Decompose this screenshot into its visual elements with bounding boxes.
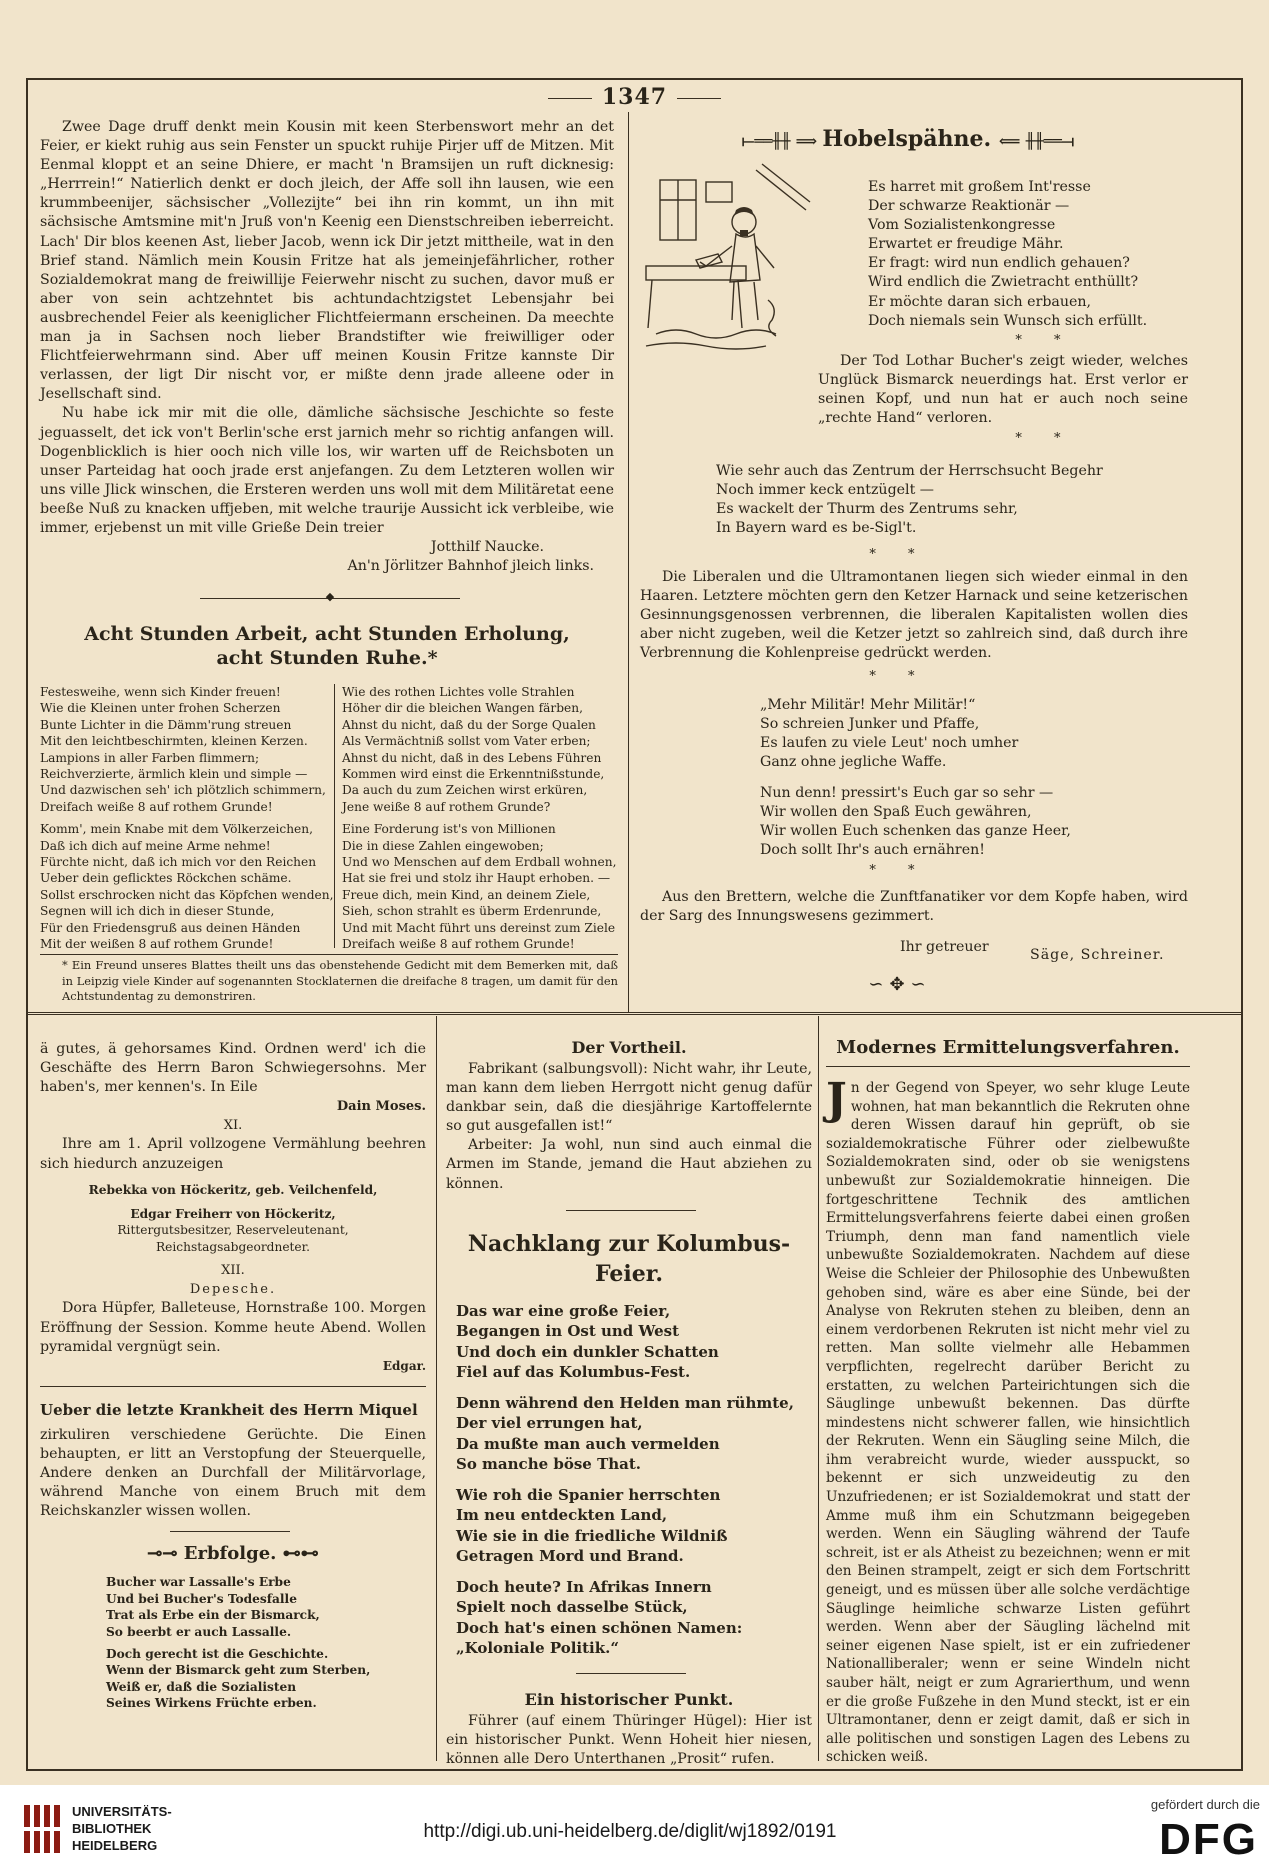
poem-line: Ganz ohne jegliche Waffe. xyxy=(760,754,947,771)
moses-signature: Dain Moses. xyxy=(336,1099,426,1115)
poem-line: Wir wollen den Spaß Euch gewähren, xyxy=(760,804,1032,821)
poem-line: Seines Wirkens Früchte erben. xyxy=(106,1696,317,1711)
divider xyxy=(40,1386,426,1387)
telegram-text: Dora Hüpfer, Balleteuse, Hornstraße 100. Morgen Eröffnung der Session. Komme heute Abend. Wollen pyramidal vergnügt sein. xyxy=(40,1300,426,1355)
poem-line: Die in diese Zahlen eingewoben; xyxy=(342,838,544,853)
poem-line: So manche böse That. xyxy=(456,1455,642,1474)
stars-separator: * * xyxy=(869,863,929,878)
library-name-line-3: HEIDELBERG xyxy=(72,1838,158,1853)
acht-stunden-title-1: Acht Stunden Arbeit, acht Stunden Erholung, xyxy=(84,623,570,645)
poem-line: Da auch du zum Zeichen wirst erküren, xyxy=(342,783,588,798)
divider xyxy=(576,1673,686,1674)
poem-line: Und wo Menschen auf dem Erdball wohnen, xyxy=(342,855,617,870)
erbfolge-stanza-1 xyxy=(40,1574,426,1640)
poem-line: „Koloniale Politik.“ xyxy=(456,1639,619,1658)
poem-line: „Mehr Militär! Mehr Militär!“ xyxy=(760,697,976,713)
poem-line: Es harret mit großem Int'resse xyxy=(868,179,1091,195)
poem-line: Nun denn! pressirt's Euch gar so sehr — xyxy=(760,785,1054,801)
library-name-line-2: BIBLIOTHEK xyxy=(72,1821,152,1836)
poem-line: Dreifach weiße 8 auf rothem Grunde! xyxy=(40,799,273,814)
miquel-text: zirkuliren verschiedene Gerüchte. Die Einen behaupten, er litt an Verstopfung der Steuerquelle, Andere denken an Durchfall der Militärvorlage, während Manche von einem Bruch mit dem Reichskanzler wissen wollen. xyxy=(40,1426,426,1520)
poem-line: Reichverzierte, ärmlich klein und simple — xyxy=(40,767,308,782)
erbfolge-heading: Erbfolge. xyxy=(183,1543,277,1565)
poem-line: Wenn der Bismarck geht zum Sterben, xyxy=(106,1663,371,1678)
drop-cap: J xyxy=(826,1074,847,1125)
poem-line: Ahnst du nicht, daß du der Sorge Qualen xyxy=(342,717,596,732)
page-number: 1347 xyxy=(520,84,749,110)
poem-line: Im neu entdeckten Land, xyxy=(456,1506,668,1525)
poem-line: Spielt noch dasselbe Stück, xyxy=(456,1598,688,1617)
section-divider xyxy=(28,1012,1241,1015)
poem-line: Freue dich, mein Kind, an deinem Ziele, xyxy=(342,887,591,902)
poem-line: Sieh, schon strahlt es überm Erdenrunde, xyxy=(342,904,602,919)
poem-line: Und bei Bucher's Todesfalle xyxy=(106,1591,297,1606)
divider xyxy=(566,1210,696,1211)
poem-line: So beerbt er auch Lassalle. xyxy=(106,1624,292,1639)
poem-line: Er möchte daran sich erbauen, xyxy=(868,293,1092,310)
brettern-paragraph: Aus den Brettern, welche die Zunftfanatiker vor dem Kopfe haben, wird der Sarg des Innungswesens gezimmert. xyxy=(640,889,1188,925)
kolumbus-stanza-2 xyxy=(446,1393,812,1475)
poem-line: Vom Sozialistenkongresse xyxy=(868,217,1056,234)
funding-note: gefördert durch die xyxy=(1150,1797,1260,1812)
ermittelung-title: Modernes Ermittelungsverfahren. xyxy=(826,1036,1190,1067)
poem-line: Kommen wird einst die Erkenntnißstunde, xyxy=(342,767,605,782)
acht-stunden-column-2 xyxy=(342,684,618,953)
poem-line: Doch niemals sein Wunsch sich erfüllt. xyxy=(868,312,1148,329)
library-name-line-1: UNIVERSITÄTS- xyxy=(72,1804,172,1819)
erbfolge-stanza-2 xyxy=(40,1646,426,1712)
poem-line: Trat als Erbe ein der Bismarck, xyxy=(106,1608,320,1623)
poem-line: Erwartet er freudige Mähr. xyxy=(868,236,1064,253)
ornament-flourish: ∽✥∽ xyxy=(868,974,932,995)
bottom-left-column xyxy=(40,1040,426,1712)
poem-line: Und doch ein dunkler Schatten xyxy=(456,1342,719,1361)
poem-line: Getragen Mord und Brand. xyxy=(456,1547,684,1566)
bride-name: Rebekka von Höckeritz, geb. Veilchenfeld, xyxy=(88,1182,378,1197)
poem-line: Sollst erschrocken nicht das Köpfchen wenden, xyxy=(40,887,334,902)
erbfolge-title xyxy=(40,1542,426,1566)
poem-line: Und mit Macht führt uns dereinst zum Ziele xyxy=(342,920,616,935)
telegram-heading: Depesche. xyxy=(189,1282,277,1298)
poem-line: Jene weiße 8 auf rothem Grunde? xyxy=(342,799,551,814)
poem-line: Doch hat's einen schönen Namen: xyxy=(456,1618,743,1637)
poem-line: Wir wollen Euch schenken das ganze Heer, xyxy=(760,823,1071,840)
hobelspaehne-poem-2 xyxy=(716,462,1156,538)
stars-separator: * * xyxy=(869,669,929,684)
poem-line: Und dazwischen seh' ich plötzlich schimmern, xyxy=(40,783,326,798)
poem-line: Bunte Lichter in die Dämm'rung streuen xyxy=(40,717,292,732)
acht-stunden-footnote: * Ein Freund unseres Blattes theilt uns das obenstehende Gedicht mit dem Bemerken mit, daß in Leipzig viele Kinder auf sogenannten Stocklaternen die dreifache 8 tragen, um damit für den Achtstundentag zu demonstriren. xyxy=(62,958,618,1004)
kolumbus-stanza-1 xyxy=(446,1301,812,1383)
digitization-footer xyxy=(0,1785,1269,1871)
vortheil-fabrikant: Fabrikant (salbungsvoll): Nicht wahr, ihr Leute, man kann dem lieben Herrgott nicht genug dafür dankbar sein, daß die diesjährige Kartoffelernte so gut ausgefallen ist!“ xyxy=(446,1061,812,1135)
column-divider-bottom-1 xyxy=(436,1016,437,1761)
divider xyxy=(170,1531,290,1532)
letter-body xyxy=(40,118,614,538)
column-divider-bottom-2 xyxy=(818,1016,819,1761)
poem-line: Mit den leichtbeschirmten, kleinen Kerzen. xyxy=(40,734,308,749)
poem-line: Für den Friedensgruß aus deinen Händen xyxy=(40,920,301,935)
vortheil-title: Der Vortheil. xyxy=(571,1038,687,1057)
section-number-xii: XII. xyxy=(221,1263,245,1279)
punkt-title: Ein historischer Punkt. xyxy=(524,1689,734,1709)
hobelspaehne-heading: Hobelspähne. xyxy=(822,126,992,152)
poem-line: Noch immer keck entzügelt — xyxy=(716,482,934,499)
poem-line: Weiß er, daß die Sozialisten xyxy=(106,1679,297,1694)
kolumbus-title: Nachklang zur Kolumbus-Feier. xyxy=(467,1230,791,1287)
telegram-signature: Edgar. xyxy=(382,1358,426,1373)
poem-line: Fürchte nicht, daß ich mich vor den Reichen xyxy=(40,855,317,870)
poem-line: Der viel errungen hat, xyxy=(456,1414,643,1433)
miquel-title: Ueber die letzte Krankheit des Herrn Miquel xyxy=(40,1400,418,1419)
poem-line: Er fragt: wird nun endlich gehauen? xyxy=(868,255,1130,272)
groom-name: Edgar Freiherr von Höckeritz, xyxy=(130,1207,336,1222)
letter-address: An'n Jörlitzer Bahnhof jleich links. xyxy=(347,558,594,575)
library-logo-icon xyxy=(22,1801,66,1857)
hobelspaehne-poem-1 xyxy=(868,178,1188,331)
poem-line: Da mußte man auch vermelden xyxy=(456,1434,720,1453)
bottom-middle-column xyxy=(446,1036,812,1769)
poem-line: Daß ich dich auf meine Arme nehme! xyxy=(40,838,271,853)
groom-titles: Rittergutsbesitzer, Reserveleutenant, Reichstagsabgeordneter. xyxy=(117,1223,349,1254)
poem-line: Hat sie frei und stolz ihr Haupt erhoben. — xyxy=(342,871,611,886)
acht-stunden-section xyxy=(40,622,614,680)
letter-signature: Jotthilf Naucke. xyxy=(430,539,544,556)
letter-column xyxy=(40,118,614,576)
kolumbus-stanza-4 xyxy=(446,1577,812,1659)
poem-line: Dreifach weiße 8 auf rothem Grunde! xyxy=(342,937,575,952)
letter-paragraph: Zwee Dage druff denkt mein Kousin mit keen Sterbenswort mehr an det Feier, er kiekt ruhig aus sein Fenster un spuckt ruhije Pirjer uff de Mitzen. Mit Eenmal kloppt et an seine Dhiere, er macht 'n Bramsijen un ruft dicknesig: „Herrrein!“ Natierlich denkt er doch jleich, der Affe soll ihn lausen, wie een krummbeenijer, sächsischer „Vollezijte“ bei ihn rin kommt, un ihn mit sächsische Amtsmine mit'n Jruß von'n Keenig een Dienstschreiben ieberreicht. Lach' Dir blos keenen Ast, lieber Jacob, wenn ick Dir jetzt mittheile, wat in den Brief stand. Nämlich mein Kousin Fritze hat als jemeinjefährlicher, rother Sozialdemokrat mang de freiwillije Feierwehr nischt zu suchen, davor muß er aber von sein achtzehntet bis achtundachtzigstet Lebensjahr bei ausbrechendel Feier als keeniglicher Flichtfeiermann erscheinen. Da meechte man ja in Sachsen noch lieber Brandstifter wie freiwilliger oder Flichtfeierwehrmann sind. Aber uff meinen Kousin Fritze kannste Dir verlassen, der ligt Dir nischt vor, er mißte denn jrade alleene oder in Jesellschaft sind. xyxy=(40,119,614,403)
poem-line: Doch sollt Ihr's auch ernähren! xyxy=(760,842,985,859)
poem-line: Das war eine große Feier, xyxy=(456,1301,671,1320)
hobelspaehne-closing: Ihr getreuer xyxy=(900,939,989,955)
ornament-right: ⊷⊷ xyxy=(276,1543,319,1565)
poem-line: Doch heute? In Afrikas Innern xyxy=(456,1577,712,1596)
poem-line: Es wackelt der Thurm des Zentrums sehr, xyxy=(716,501,1018,518)
acht-stunden-title-2: acht Stunden Ruhe.* xyxy=(216,647,438,669)
footnote-rule xyxy=(40,954,618,955)
poem-line: Wie des rothen Lichtes volle Strahlen xyxy=(342,685,575,699)
poem-line: Segnen will ich dich in dieser Stunde, xyxy=(40,904,275,919)
poem-line: Der schwarze Reaktionär — xyxy=(868,198,1070,215)
poem-line: Eine Forderung ist's von Millionen xyxy=(342,822,556,837)
vortheil-arbeiter: Arbeiter: Ja wohl, nun sind auch einmal die Armen im Stande, jemand die Haut abziehen zu können. xyxy=(446,1137,812,1192)
stars-separator: * * xyxy=(1015,431,1075,446)
poem-line: So schreien Junker und Pfaffe, xyxy=(760,716,980,733)
poem-line: In Bayern ward es be-Sigl't. xyxy=(716,520,917,537)
poem-line: Wie roh die Spanier herrschten xyxy=(456,1485,721,1504)
poem-line: Fiel auf das Kolumbus-Fest. xyxy=(456,1363,691,1382)
poem-line: Höher dir die bleichen Wangen färben, xyxy=(342,701,583,716)
ermittelung-body xyxy=(826,1074,1190,1767)
poem-line: Ueber dein geflicktes Röckchen schäme. xyxy=(40,871,292,886)
hobelspaehne-poem-3 xyxy=(760,696,1160,772)
kolumbus-stanza-3 xyxy=(446,1485,812,1567)
poem-line: Bucher war Lassalle's Erbe xyxy=(106,1575,291,1590)
poem-line: Komm', mein Knabe mit dem Völkerzeichen, xyxy=(40,822,313,837)
poem-line: Wird endlich die Zwietracht enthüllt? xyxy=(868,274,1139,291)
letter-paragraph: Nu habe ick mir mit die olle, dämliche sächsische Jeschichte so feste jeguasselt, det ick von't Berlin'sche erst jarnich mehr so richtig anfangen will. Dogenblicklich is hier ooch nich ville los, wir warten uff de Reichsboten un unser Parteidag hat ooch jrade erst anjefangen. Zu dem Letzteren wollen wir uns ville Jlick winschen, die Ersteren werden uns woll mit dem Militäretat eene beeße Nuß zu knacken uffjeben, mit welche traurije Aussicht ick verbleibe, wie immer, erjebenst un mit ville Grieße Dein treier xyxy=(40,405,614,536)
poem-line: Wie sehr auch das Zentrum der Herrschsucht Begehr xyxy=(716,463,1103,479)
poem-line: Wie die Kleinen unter frohen Scherzen xyxy=(40,701,281,716)
ermittelung-text: n der Gegend von Speyer, wo sehr kluge Leute wohnen, hat man bekanntlich die Rekruten ohne deren Wissen darauf hin geprüft, ob sie sozialdemokratische Führer oder zielbewußte Sozialdemokraten sind, oder ob sie wenigstens unbewußt zur Sozialdemokratie hinneigen. Die fortgeschrittene Technik des amtlichen Ermittelungsverfahrens feierte dabei einen großen Triumph, denn man fand namentlich viele unbewußte Sozialdemokraten. Nachdem auf diese Weise die Schleier der Philosophie des Unbewußten gehoben sind, wäre es aber eine Sünde, bei der Analyse von Rekruten stehen zu bleiben, denn an einem verdorbenen Rekruten ist nicht mehr viel zu retten. Man sollte vielmehr alle Hebammen verpflichten, regelrecht darüber Bericht zu erstatten, zu welchen Parteirichtungen sich die Säuglinge unbewußt bekennen. Das dürfte mindestens nicht schwerer fallen, wie hinsichtlich der Rekruten. Wenn ein Säugling seine Milch, die ihm verabreicht wurde, wieder ausspuckt, so bekennt er sich unzweideutig zu den Unzufriedenen; er ist Sozialdemokrat und statt der Amme muß ihm ein Schutzmann beigegeben werden. Wenn ein Säugling während der Taufe schreit, ist er als Atheist zu bezeichnen; wenn er mit den Beinen strampelt, zeigt er sich dem Fortschritt geneigt, und es müssen über alle solche verdächtige Säuglinge heimliche schwarze Listen geführt werden. Wenn aber der Säugling lächelnd mit seiner eigenen Nase spielt, ist er ein zufriedener Nationalliberaler; wenn er seine Windeln nicht sauber hält, neigt er zum Agrarierthum, und wenn er die große Fußzehe in den Mund steckt, ist er ein Ultramontaner, denn er zeigt damit, daß er sich in alle politischen und sonstigen Lagen des Lebens zu schicken weiß. xyxy=(826,1080,1190,1766)
bottom-right-column xyxy=(826,1036,1190,1767)
moses-text: ä gutes, ä gehorsames Kind. Ordnen werd' ich die Geschäfte des Herrn Baron Schwiegersohns. Mer haben's, mer kennen's. In Eile xyxy=(40,1041,426,1096)
acht-stunden-column-1 xyxy=(40,684,334,953)
poem-line: Mit der weißen 8 auf rothem Grunde! xyxy=(40,937,274,952)
hobelspaehne-poem-4 xyxy=(760,784,1160,860)
poem-line: Ahnst du nicht, daß in des Lebens Führen xyxy=(342,750,602,765)
poem-line: Doch gerecht ist die Geschichte. xyxy=(106,1647,329,1662)
dfg-logo: DFG xyxy=(1159,1815,1258,1864)
permalink-url[interactable]: http://digi.ub.uni-heidelberg.de/diglit/wj1892/0191 xyxy=(423,1821,837,1842)
stars-separator: * * xyxy=(869,547,929,562)
divider-ornament: ◆ xyxy=(325,590,335,603)
library-name xyxy=(72,1803,172,1854)
poem-line: Lampions in aller Farben flimmern; xyxy=(40,750,260,765)
poem-line: Denn während den Helden man rühmte, xyxy=(456,1393,794,1412)
poem-line: Wie sie in die friedliche Wildniß xyxy=(456,1526,728,1545)
carpenter-illustration xyxy=(636,150,812,360)
ornament-left: ⊸⊸ xyxy=(147,1543,184,1565)
title-ornament-left: ⟝══╫╫ ⟹ xyxy=(741,132,823,150)
title-ornament-right: ⟸ ╫╫══⟞ xyxy=(998,132,1075,150)
liberale-paragraph: Die Liberalen und die Ultramontanen liegen sich wieder einmal in den Haaren. Letztere möchten gern den Ketzer Harnack und seine ketzerischen Gesinnungsgenossen verbrennen, die liberalen Kapitalisten wollen dies aber nicht zugeben, weil die Ketzer jetzt so zahlreich sind, daß durch ihre Verbrennung die Kohlenpreise gedrückt werden. xyxy=(640,569,1188,662)
poem-line: Es laufen zu viele Leut' noch umher xyxy=(760,735,1019,752)
poem-line: Begangen in Ost und West xyxy=(456,1322,680,1341)
column-divider-top xyxy=(628,112,629,1012)
poem-line: Als Vermächtniß sollst vom Vater erben; xyxy=(342,734,591,749)
stars-separator: * * xyxy=(1015,333,1075,348)
bucher-paragraph: Der Tod Lothar Bucher's zeigt wieder, welches Unglück Bismarck neuerdings hat. Erst verlor er seinen Kopf, und nun hat er auch noch seine „rechte Hand“ verloren. xyxy=(818,353,1188,427)
poem-divider xyxy=(334,684,335,948)
punkt-text: Führer (auf einem Thüringer Hügel): Hier ist ein historischer Punkt. Wenn Hoheit hier niesen, können alle Dero Unterthanen „Prosit“ rufen. xyxy=(446,1712,812,1767)
hobelspaehne-signature: Säge, Schreiner. xyxy=(1030,947,1165,963)
section-number-xi: XI. xyxy=(223,1118,243,1134)
poem-line: Festesweihe, wenn sich Kinder freuen! xyxy=(40,685,281,699)
wedding-announcement: Ihre am 1. April vollzogene Vermählung beehren sich hiedurch anzuzeigen xyxy=(40,1136,426,1172)
